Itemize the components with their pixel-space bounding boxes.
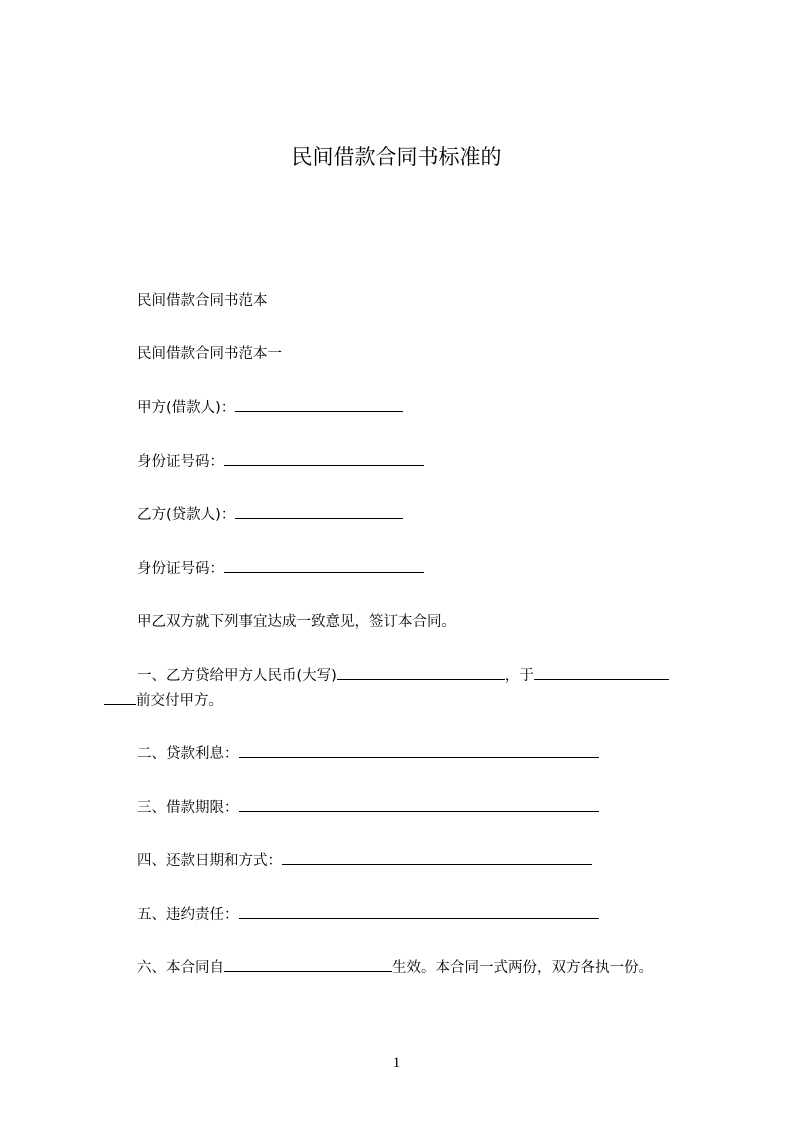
id-a-label: 身份证号码： bbox=[137, 454, 224, 470]
clause-1-date-blank bbox=[534, 665, 669, 680]
clause-6-line bbox=[137, 957, 653, 979]
clause-1-text-c: 前交付甲方。 bbox=[136, 693, 223, 709]
clause-1-text-b: ，于 bbox=[504, 668, 534, 684]
clause-1-continuation bbox=[104, 690, 223, 712]
clause-5-line bbox=[137, 904, 599, 926]
id-b-label: 身份证号码： bbox=[137, 561, 224, 577]
clause-3-blank bbox=[239, 797, 599, 812]
clause-1-date-blank-cont bbox=[104, 690, 136, 705]
party-b-label: 乙方(贷款人)： bbox=[137, 507, 236, 523]
clause-6-text-b: 生效。本合同一式两份，双方各执一份。 bbox=[392, 960, 653, 976]
clause-4-label: 四、还款日期和方式： bbox=[137, 853, 282, 869]
party-a-blank bbox=[235, 397, 403, 412]
clause-3-label: 三、借款期限： bbox=[137, 800, 239, 816]
heading-template-one: 民间借款合同书范本一 bbox=[137, 346, 282, 362]
clause-1-line bbox=[137, 665, 669, 687]
clause-5-label: 五、违约责任： bbox=[137, 907, 239, 923]
clause-4-blank bbox=[282, 850, 592, 865]
page-number: 1 bbox=[392, 1055, 401, 1071]
party-a-line bbox=[137, 397, 403, 419]
party-a-label: 甲方(借款人)： bbox=[137, 400, 236, 416]
clause-6-text-a: 六、本合同自 bbox=[137, 960, 224, 976]
id-b-line bbox=[137, 558, 424, 580]
agreement-text: 甲乙双方就下列事宜达成一致意见，签订本合同。 bbox=[137, 614, 456, 630]
clause-2-label: 二、贷款利息： bbox=[137, 746, 239, 762]
party-b-blank bbox=[235, 504, 403, 519]
clause-5-blank bbox=[239, 904, 599, 919]
id-b-blank bbox=[224, 558, 424, 573]
heading-template: 民间借款合同书范本 bbox=[137, 293, 268, 309]
clause-1-text-a: 一、乙方贷给甲方人民币(大写) bbox=[137, 668, 337, 684]
clause-2-blank bbox=[239, 743, 599, 758]
clause-4-line bbox=[137, 850, 592, 872]
page-title: 民间借款合同书标准的 bbox=[291, 145, 502, 169]
clause-3-line bbox=[137, 797, 599, 819]
clause-2-line bbox=[137, 743, 599, 765]
clause-1-amount-blank bbox=[337, 665, 505, 680]
clause-6-blank bbox=[224, 957, 392, 972]
id-a-blank bbox=[224, 451, 424, 466]
id-a-line bbox=[137, 451, 424, 473]
party-b-line bbox=[137, 504, 403, 526]
